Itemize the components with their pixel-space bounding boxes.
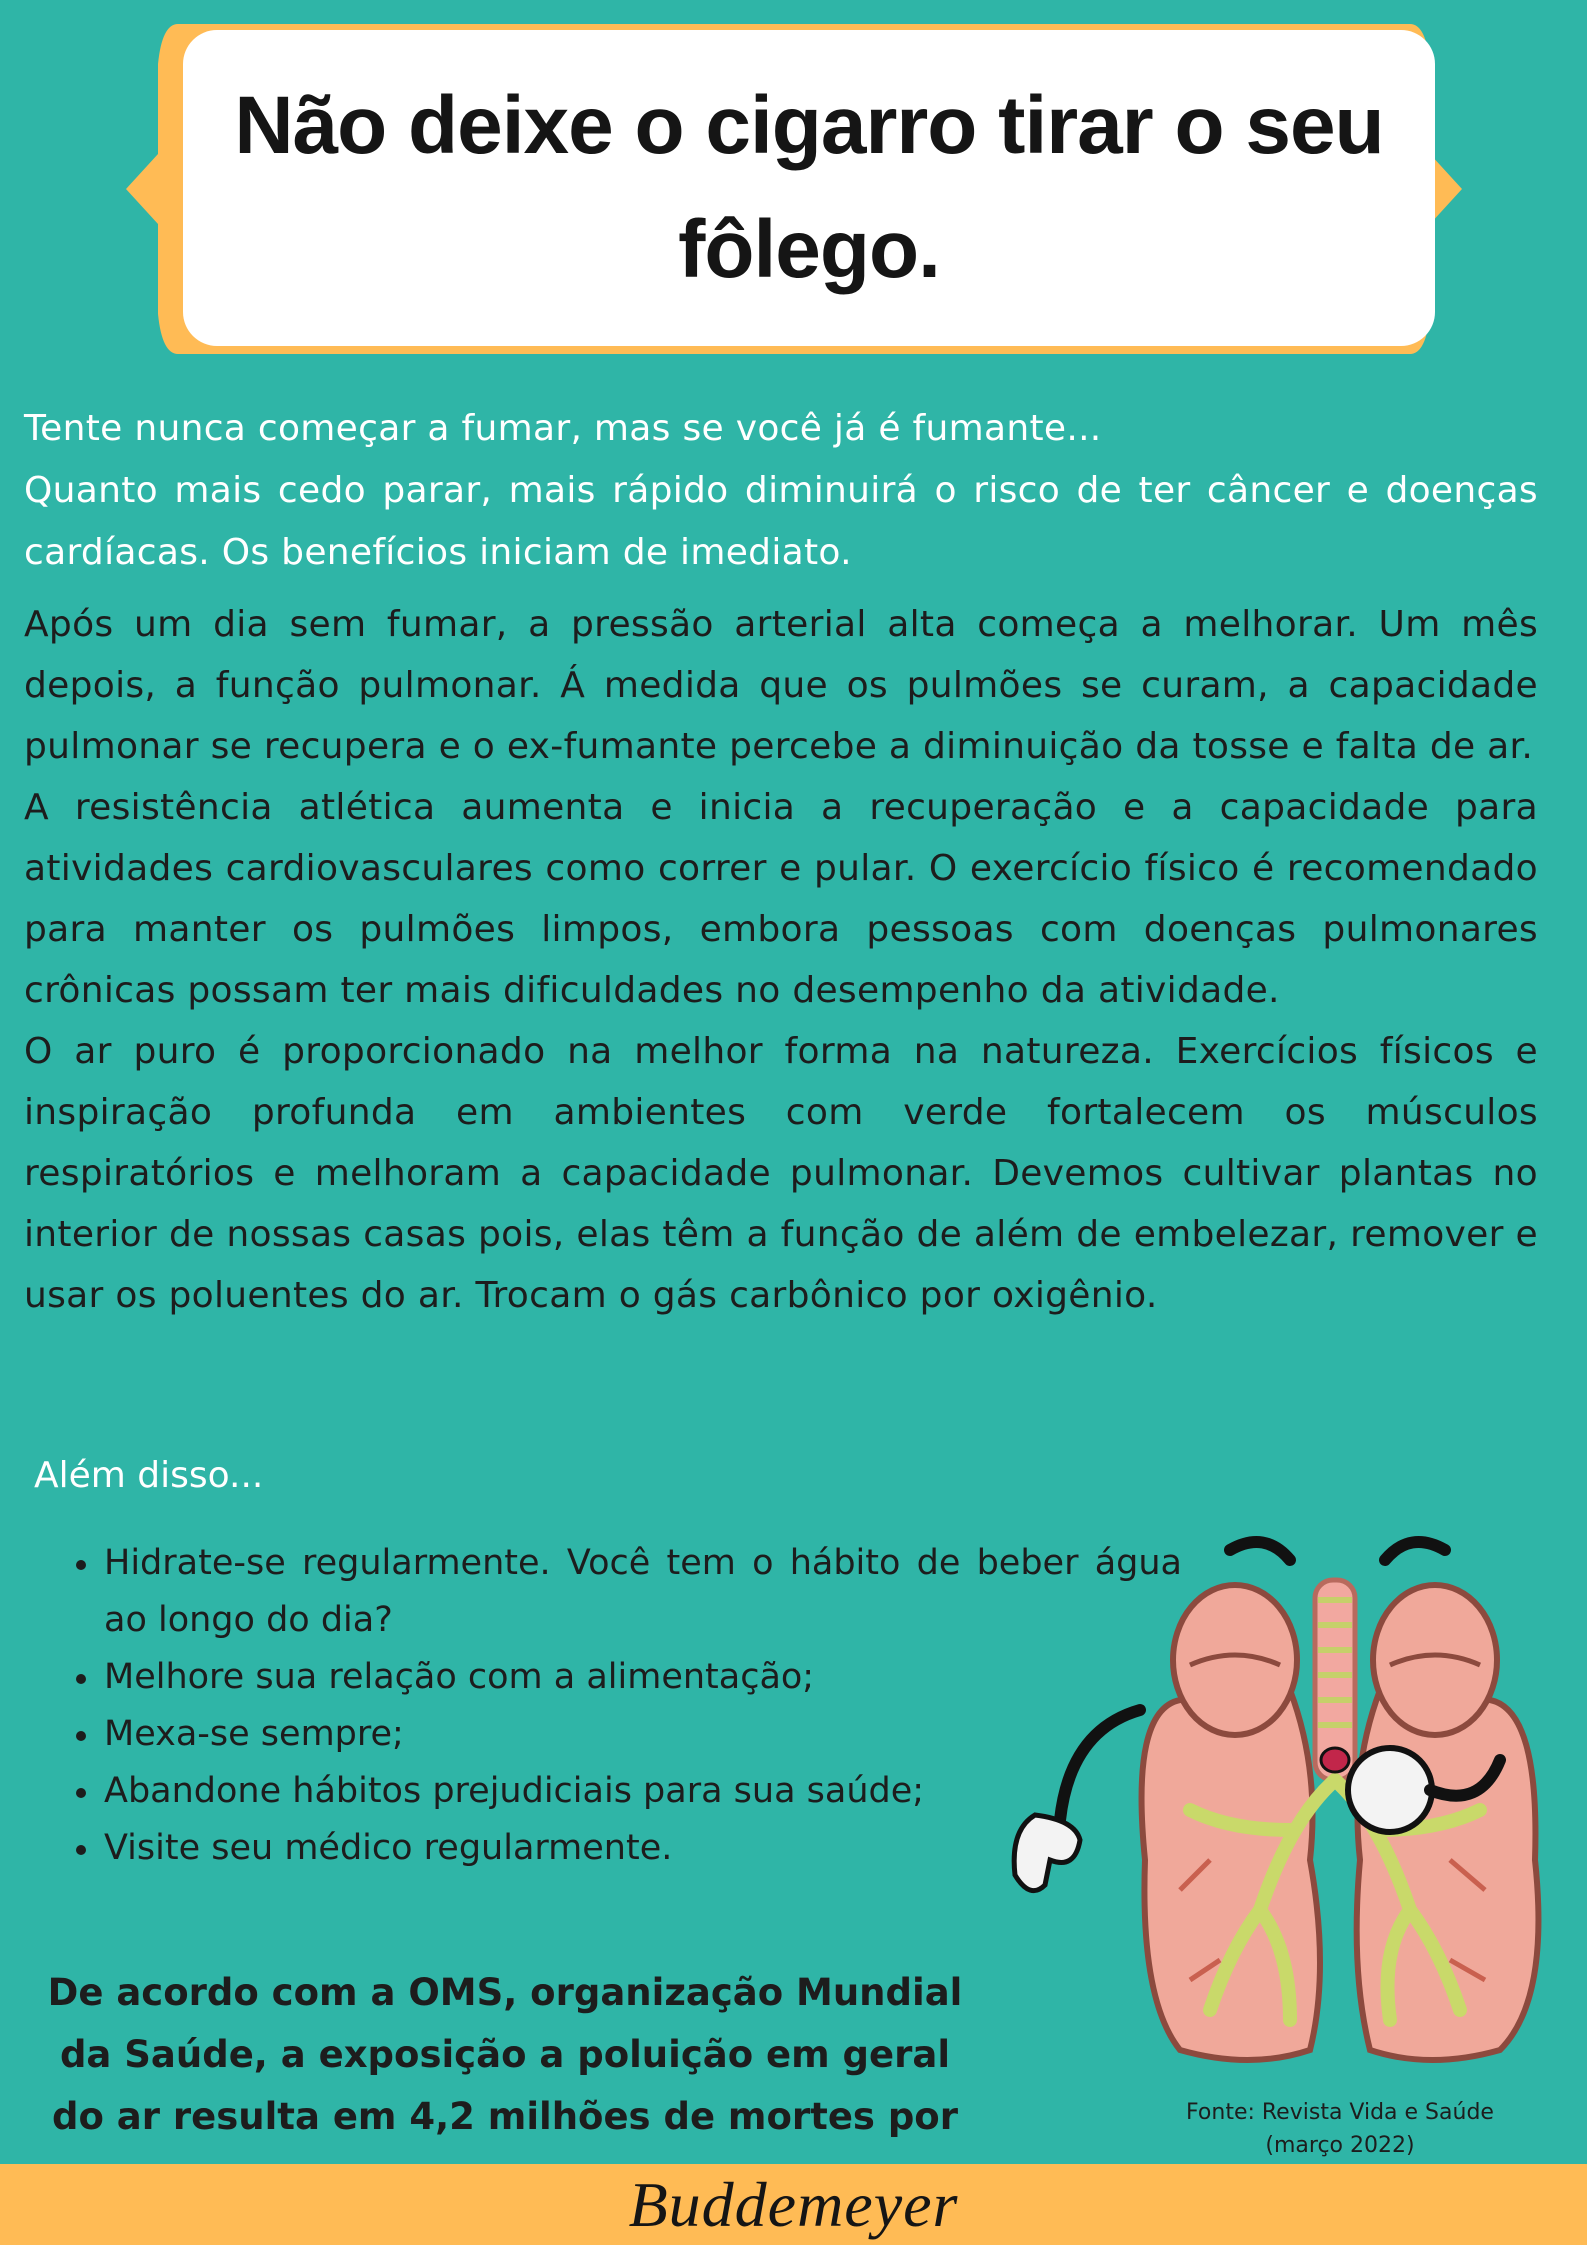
source-line-1: Fonte: Revista Vida e Saúde xyxy=(1186,2100,1494,2125)
tip-item: Hidrate-se regularmente. Você tem o hábito de beber água ao longo do dia? xyxy=(72,1535,1182,1649)
intro-line-1: Tente nunca começar a fumar, mas se você já é fumante... xyxy=(24,408,1102,449)
tip-item: Visite seu médico regularmente. xyxy=(72,1820,1182,1877)
alem-disso-heading: Além disso... xyxy=(34,1455,264,1496)
page-title: Não deixe o cigarro tirar o seu fôlego. xyxy=(234,80,1384,295)
tip-item: Abandone hábitos prejudiciais para sua saúde; xyxy=(72,1763,1182,1820)
source-line-2: (março 2022) xyxy=(1265,2133,1415,2158)
oms-statement: De acordo com a OMS, organização Mundial da Saúde, a exposição a poluição em geral do ar resulta em 4,2 milhões de mortes por xyxy=(47,1971,963,2138)
paragraph-2: A resistência atlética aumenta e inicia a recuperação e a capacidade para atividades cardiovasculares como correr e pular. O exercício físico é recomendado para manter os pulmões limpos, embora pessoas com doenças pulmonares crônicas possam ter mais dificuldades no desempenho da atividade. xyxy=(24,787,1538,1011)
paragraph-1: Após um dia sem fumar, a pressão arterial alta começa a melhorar. Um mês depois, a função pulmonar. Á medida que os pulmões se curam, a capacidade pulmonar se recupera e o ex-fumante percebe a diminuição da tosse e falta de ar. xyxy=(24,604,1538,767)
footer-bar xyxy=(0,2164,1587,2245)
tip-item: Mexa-se sempre; xyxy=(72,1706,1182,1763)
footer-brand: Buddemeyer xyxy=(628,2168,959,2240)
tip-item: Melhore sua relação com a alimentação; xyxy=(72,1649,1182,1706)
title-box xyxy=(183,30,1435,346)
source-note xyxy=(1150,2096,1530,2162)
intro-line-2: Quanto mais cedo parar, mais rápido diminuirá o risco de ter câncer e doenças cardíacas. Os benefícios iniciam de imediato. xyxy=(24,470,1538,573)
paragraph-3: O ar puro é proporcionado na melhor forma na natureza. Exercícios físicos e inspiração profunda em ambientes com verde fortalecem os músculos respiratórios e melhoram a capacidade pulmonar. Devemos cultivar plantas no interior de nossas casas pois, elas têm a função de além de embelezar, remover e usar os poluentes do ar. Trocam o gás carbônico por oxigênio. xyxy=(24,1031,1538,1316)
main-text xyxy=(24,594,1538,1326)
intro-section xyxy=(24,398,1538,584)
lungs-character-icon xyxy=(990,1530,1560,2094)
